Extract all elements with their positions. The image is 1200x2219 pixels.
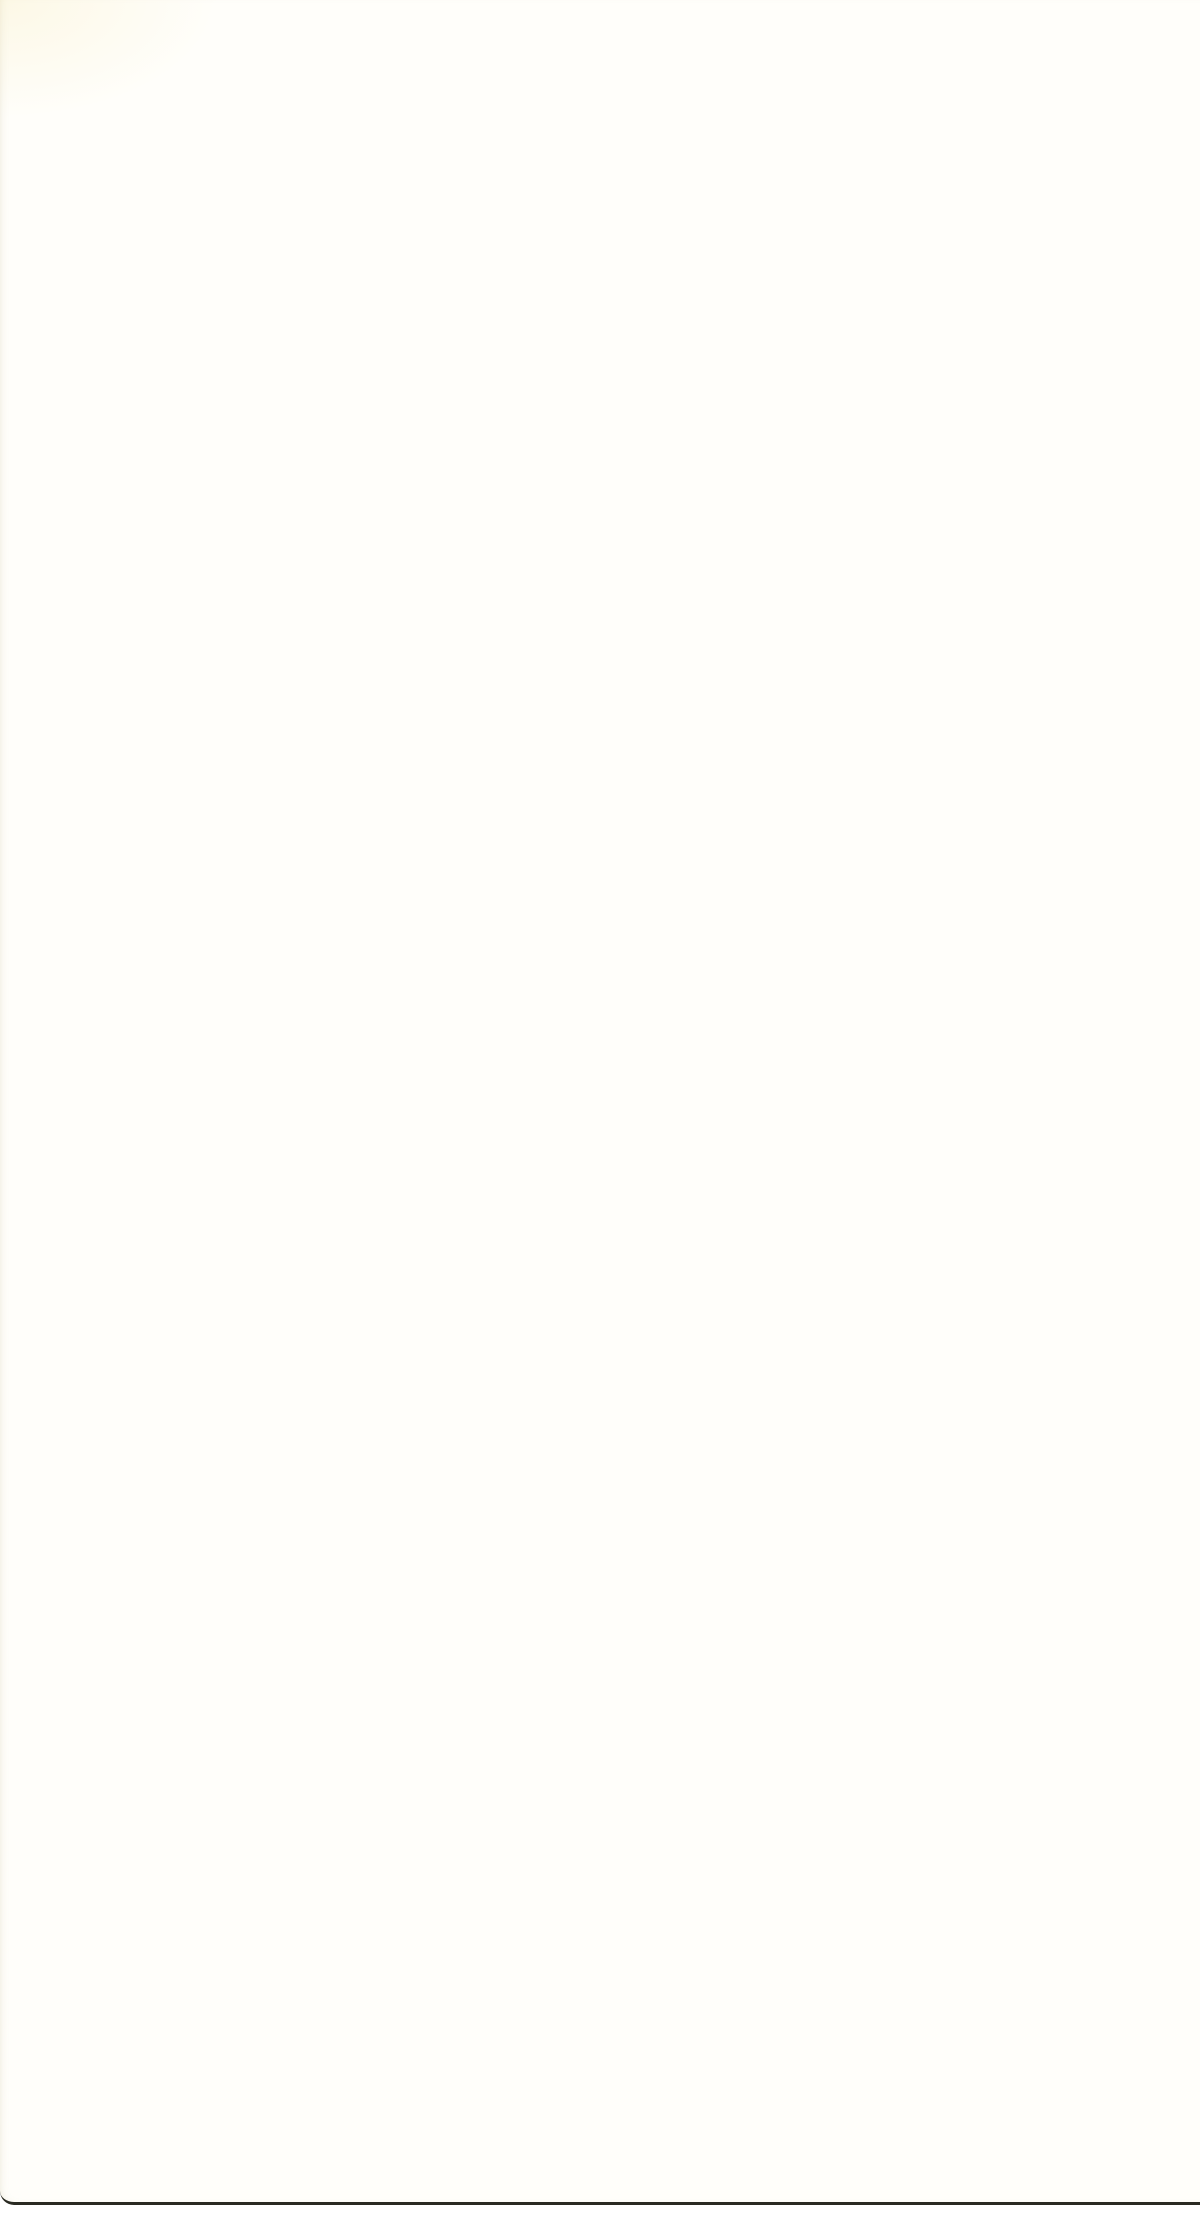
- paper-page: [0, 0, 1200, 2205]
